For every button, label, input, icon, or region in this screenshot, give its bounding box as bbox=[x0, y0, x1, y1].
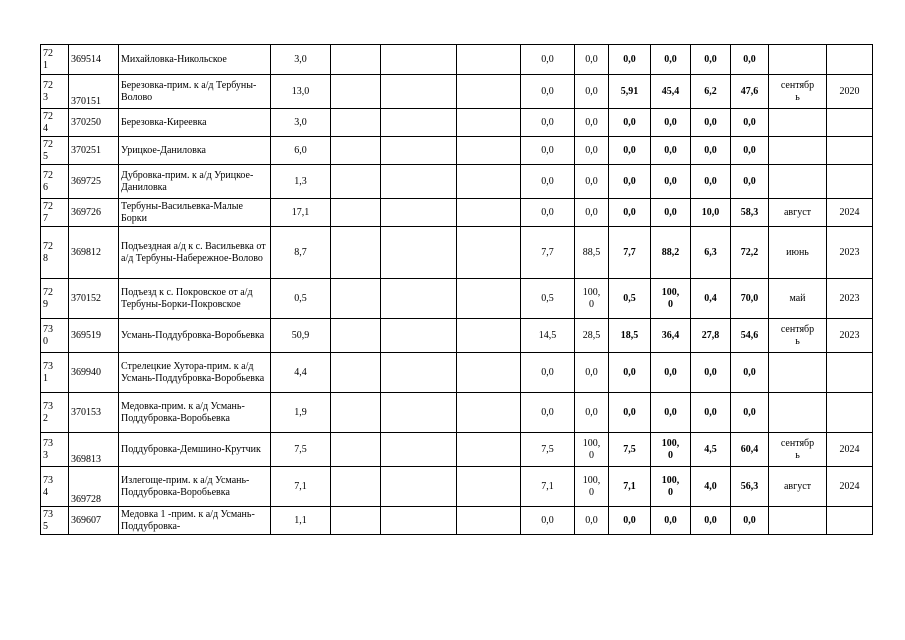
cell-num: 73 5 bbox=[41, 507, 69, 535]
cell-v5: 27,8 bbox=[691, 319, 731, 353]
cell-year bbox=[827, 109, 873, 137]
cell-v6: 0,0 bbox=[731, 507, 769, 535]
table-row bbox=[41, 433, 873, 467]
cell-v2: 88,5 bbox=[575, 227, 609, 279]
cell-v4: 100, 0 bbox=[651, 279, 691, 319]
cell-v6: 72,2 bbox=[731, 227, 769, 279]
cell-c6 bbox=[457, 45, 521, 75]
cell-c5 bbox=[381, 507, 457, 535]
cell-v4: 0,0 bbox=[651, 137, 691, 165]
cell-v4: 0,0 bbox=[651, 393, 691, 433]
cell-c5 bbox=[381, 279, 457, 319]
cell-v6: 0,0 bbox=[731, 137, 769, 165]
cell-month bbox=[769, 165, 827, 199]
cell-v2: 0,0 bbox=[575, 45, 609, 75]
table-row bbox=[41, 393, 873, 433]
cell-v3: 18,5 bbox=[609, 319, 651, 353]
table-row bbox=[41, 319, 873, 353]
cell-month bbox=[769, 507, 827, 535]
cell-num: 72 1 bbox=[41, 45, 69, 75]
cell-c5 bbox=[381, 319, 457, 353]
cell-c6 bbox=[457, 507, 521, 535]
cell-c6 bbox=[457, 75, 521, 109]
table-row bbox=[41, 75, 873, 109]
cell-code: 370251 bbox=[69, 137, 119, 165]
cell-month bbox=[769, 353, 827, 393]
cell-v5: 4,5 bbox=[691, 433, 731, 467]
cell-v4: 0,0 bbox=[651, 109, 691, 137]
cell-v2: 0,0 bbox=[575, 165, 609, 199]
cell-c6 bbox=[457, 165, 521, 199]
cell-num: 72 7 bbox=[41, 199, 69, 227]
cell-name: Урицкое-Даниловка bbox=[119, 137, 271, 165]
table-row bbox=[41, 353, 873, 393]
cell-c5 bbox=[381, 75, 457, 109]
cell-code: 369514 bbox=[69, 45, 119, 75]
cell-v3: 0,5 bbox=[609, 279, 651, 319]
cell-c6 bbox=[457, 279, 521, 319]
cell-v6: 0,0 bbox=[731, 45, 769, 75]
cell-v5: 0,0 bbox=[691, 109, 731, 137]
cell-v4: 45,4 bbox=[651, 75, 691, 109]
cell-name: Подъездная а/д к с. Васильевка от а/д Тербуны-Набережное-Волово bbox=[119, 227, 271, 279]
cell-v3: 7,7 bbox=[609, 227, 651, 279]
cell-name: Медовка 1 -прим. к а/д Усмань-Поддубровка- bbox=[119, 507, 271, 535]
cell-code: 370151 bbox=[69, 75, 119, 109]
cell-c4 bbox=[331, 393, 381, 433]
cell-name: Тербуны-Васильевка-Малые Борки bbox=[119, 199, 271, 227]
cell-c6 bbox=[457, 467, 521, 507]
cell-v6: 0,0 bbox=[731, 393, 769, 433]
cell-v5: 0,4 bbox=[691, 279, 731, 319]
cell-num: 72 5 bbox=[41, 137, 69, 165]
cell-len: 13,0 bbox=[271, 75, 331, 109]
cell-v3: 0,0 bbox=[609, 393, 651, 433]
cell-v6: 54,6 bbox=[731, 319, 769, 353]
cell-code: 370153 bbox=[69, 393, 119, 433]
cell-v1: 0,0 bbox=[521, 75, 575, 109]
cell-len: 50,9 bbox=[271, 319, 331, 353]
cell-month bbox=[769, 137, 827, 165]
cell-v3: 0,0 bbox=[609, 353, 651, 393]
cell-c4 bbox=[331, 165, 381, 199]
cell-code: 369812 bbox=[69, 227, 119, 279]
cell-len: 6,0 bbox=[271, 137, 331, 165]
cell-v3: 7,5 bbox=[609, 433, 651, 467]
cell-year: 2023 bbox=[827, 279, 873, 319]
cell-v1: 0,0 bbox=[521, 109, 575, 137]
cell-c5 bbox=[381, 467, 457, 507]
cell-year bbox=[827, 507, 873, 535]
cell-v6: 47,6 bbox=[731, 75, 769, 109]
cell-c5 bbox=[381, 227, 457, 279]
cell-v3: 0,0 bbox=[609, 165, 651, 199]
cell-v2: 0,0 bbox=[575, 137, 609, 165]
cell-v6: 60,4 bbox=[731, 433, 769, 467]
cell-v5: 4,0 bbox=[691, 467, 731, 507]
cell-v2: 0,0 bbox=[575, 393, 609, 433]
cell-v2: 0,0 bbox=[575, 75, 609, 109]
cell-month: сентябр ь bbox=[769, 75, 827, 109]
cell-code: 369726 bbox=[69, 199, 119, 227]
cell-c6 bbox=[457, 227, 521, 279]
cell-v4: 0,0 bbox=[651, 45, 691, 75]
cell-v4: 0,0 bbox=[651, 353, 691, 393]
cell-month: июнь bbox=[769, 227, 827, 279]
cell-c6 bbox=[457, 353, 521, 393]
cell-num: 72 9 bbox=[41, 279, 69, 319]
cell-num: 72 8 bbox=[41, 227, 69, 279]
cell-code: 369813 bbox=[69, 433, 119, 467]
cell-v4: 0,0 bbox=[651, 507, 691, 535]
cell-v2: 0,0 bbox=[575, 199, 609, 227]
table-row bbox=[41, 165, 873, 199]
cell-month: август bbox=[769, 199, 827, 227]
cell-v3: 0,0 bbox=[609, 507, 651, 535]
cell-year bbox=[827, 137, 873, 165]
cell-v1: 0,0 bbox=[521, 507, 575, 535]
cell-len: 0,5 bbox=[271, 279, 331, 319]
cell-v4: 0,0 bbox=[651, 199, 691, 227]
cell-year: 2024 bbox=[827, 433, 873, 467]
cell-month: сентябр ь bbox=[769, 433, 827, 467]
cell-code: 369725 bbox=[69, 165, 119, 199]
table-row bbox=[41, 227, 873, 279]
cell-c5 bbox=[381, 137, 457, 165]
table-row bbox=[41, 507, 873, 535]
cell-code: 370152 bbox=[69, 279, 119, 319]
cell-year: 2023 bbox=[827, 319, 873, 353]
cell-c4 bbox=[331, 75, 381, 109]
cell-num: 73 4 bbox=[41, 467, 69, 507]
cell-v5: 0,0 bbox=[691, 165, 731, 199]
cell-len: 7,1 bbox=[271, 467, 331, 507]
cell-num: 73 3 bbox=[41, 433, 69, 467]
cell-len: 1,9 bbox=[271, 393, 331, 433]
cell-c4 bbox=[331, 467, 381, 507]
cell-code: 369607 bbox=[69, 507, 119, 535]
cell-c5 bbox=[381, 393, 457, 433]
cell-c4 bbox=[331, 433, 381, 467]
cell-name: Медовка-прим. к а/д Усмань-Поддубровка-Воробьевка bbox=[119, 393, 271, 433]
cell-c5 bbox=[381, 433, 457, 467]
cell-c4 bbox=[331, 279, 381, 319]
cell-month: май bbox=[769, 279, 827, 319]
cell-name: Подъезд к с. Покровское от а/д Тербуны-Борки-Покровское bbox=[119, 279, 271, 319]
cell-c5 bbox=[381, 165, 457, 199]
cell-v4: 0,0 bbox=[651, 165, 691, 199]
cell-month: сентябр ь bbox=[769, 319, 827, 353]
cell-v6: 0,0 bbox=[731, 353, 769, 393]
cell-v4: 100, 0 bbox=[651, 467, 691, 507]
cell-name: Березовка-Киреевка bbox=[119, 109, 271, 137]
cell-c4 bbox=[331, 319, 381, 353]
cell-v1: 0,0 bbox=[521, 393, 575, 433]
roads-table bbox=[40, 44, 873, 535]
cell-len: 17,1 bbox=[271, 199, 331, 227]
cell-v1: 7,1 bbox=[521, 467, 575, 507]
cell-v3: 0,0 bbox=[609, 137, 651, 165]
cell-name: Поддубровка-Демшино-Крутчик bbox=[119, 433, 271, 467]
cell-v3: 0,0 bbox=[609, 109, 651, 137]
cell-num: 72 4 bbox=[41, 109, 69, 137]
table-row bbox=[41, 137, 873, 165]
table-row bbox=[41, 279, 873, 319]
cell-v2: 0,0 bbox=[575, 353, 609, 393]
cell-c4 bbox=[331, 45, 381, 75]
cell-c4 bbox=[331, 137, 381, 165]
cell-code: 369940 bbox=[69, 353, 119, 393]
cell-year bbox=[827, 353, 873, 393]
cell-year: 2024 bbox=[827, 199, 873, 227]
cell-v6: 0,0 bbox=[731, 109, 769, 137]
cell-v1: 7,7 bbox=[521, 227, 575, 279]
cell-v1: 0,5 bbox=[521, 279, 575, 319]
cell-v6: 70,0 bbox=[731, 279, 769, 319]
cell-v5: 6,2 bbox=[691, 75, 731, 109]
cell-v3: 7,1 bbox=[609, 467, 651, 507]
cell-v6: 58,3 bbox=[731, 199, 769, 227]
cell-name: Излегоще-прим. к а/д Усмань-Поддубровка-Воробьевка bbox=[119, 467, 271, 507]
cell-c4 bbox=[331, 109, 381, 137]
cell-v3: 5,91 bbox=[609, 75, 651, 109]
cell-v1: 0,0 bbox=[521, 353, 575, 393]
table-row bbox=[41, 109, 873, 137]
cell-month bbox=[769, 45, 827, 75]
cell-v1: 0,0 bbox=[521, 199, 575, 227]
cell-name: Дубровка-прим. к а/д Урицкое-Даниловка bbox=[119, 165, 271, 199]
table-row bbox=[41, 199, 873, 227]
cell-year: 2020 bbox=[827, 75, 873, 109]
cell-v5: 6,3 bbox=[691, 227, 731, 279]
cell-c4 bbox=[331, 353, 381, 393]
cell-len: 7,5 bbox=[271, 433, 331, 467]
cell-c4 bbox=[331, 507, 381, 535]
cell-year bbox=[827, 45, 873, 75]
cell-v1: 0,0 bbox=[521, 137, 575, 165]
cell-c4 bbox=[331, 227, 381, 279]
cell-year: 2024 bbox=[827, 467, 873, 507]
cell-name: Березовка-прим. к а/д Тербуны-Волово bbox=[119, 75, 271, 109]
cell-year bbox=[827, 165, 873, 199]
cell-v2: 100, 0 bbox=[575, 433, 609, 467]
cell-c6 bbox=[457, 137, 521, 165]
cell-v1: 7,5 bbox=[521, 433, 575, 467]
cell-month bbox=[769, 109, 827, 137]
cell-len: 3,0 bbox=[271, 109, 331, 137]
cell-month: август bbox=[769, 467, 827, 507]
cell-v6: 0,0 bbox=[731, 165, 769, 199]
cell-v2: 28,5 bbox=[575, 319, 609, 353]
cell-v5: 0,0 bbox=[691, 507, 731, 535]
cell-name: Михайловка-Никольское bbox=[119, 45, 271, 75]
cell-num: 73 1 bbox=[41, 353, 69, 393]
cell-v2: 0,0 bbox=[575, 507, 609, 535]
cell-c6 bbox=[457, 393, 521, 433]
cell-v2: 100, 0 bbox=[575, 279, 609, 319]
cell-num: 73 2 bbox=[41, 393, 69, 433]
cell-c4 bbox=[331, 199, 381, 227]
cell-len: 3,0 bbox=[271, 45, 331, 75]
cell-c5 bbox=[381, 199, 457, 227]
cell-code: 369728 bbox=[69, 467, 119, 507]
cell-v4: 88,2 bbox=[651, 227, 691, 279]
cell-v1: 0,0 bbox=[521, 45, 575, 75]
cell-v3: 0,0 bbox=[609, 199, 651, 227]
cell-v3: 0,0 bbox=[609, 45, 651, 75]
cell-month bbox=[769, 393, 827, 433]
cell-len: 1,1 bbox=[271, 507, 331, 535]
cell-code: 369519 bbox=[69, 319, 119, 353]
table-row bbox=[41, 467, 873, 507]
cell-c6 bbox=[457, 319, 521, 353]
cell-v6: 56,3 bbox=[731, 467, 769, 507]
cell-len: 4,4 bbox=[271, 353, 331, 393]
cell-v2: 0,0 bbox=[575, 109, 609, 137]
cell-v5: 0,0 bbox=[691, 45, 731, 75]
cell-len: 1,3 bbox=[271, 165, 331, 199]
cell-v2: 100, 0 bbox=[575, 467, 609, 507]
cell-v5: 10,0 bbox=[691, 199, 731, 227]
cell-c6 bbox=[457, 199, 521, 227]
table-row bbox=[41, 45, 873, 75]
cell-v4: 36,4 bbox=[651, 319, 691, 353]
cell-name: Стрелецкие Хутора-прим. к а/д Усмань-Поддубровка-Воробьевка bbox=[119, 353, 271, 393]
cell-year bbox=[827, 393, 873, 433]
cell-year: 2023 bbox=[827, 227, 873, 279]
cell-c6 bbox=[457, 433, 521, 467]
cell-num: 72 3 bbox=[41, 75, 69, 109]
cell-c5 bbox=[381, 45, 457, 75]
cell-v5: 0,0 bbox=[691, 353, 731, 393]
cell-v1: 14,5 bbox=[521, 319, 575, 353]
cell-code: 370250 bbox=[69, 109, 119, 137]
cell-v5: 0,0 bbox=[691, 393, 731, 433]
cell-v1: 0,0 bbox=[521, 165, 575, 199]
cell-num: 73 0 bbox=[41, 319, 69, 353]
cell-c5 bbox=[381, 353, 457, 393]
cell-num: 72 6 bbox=[41, 165, 69, 199]
cell-len: 8,7 bbox=[271, 227, 331, 279]
cell-c5 bbox=[381, 109, 457, 137]
cell-name: Усмань-Поддубровка-Воробьевка bbox=[119, 319, 271, 353]
cell-c6 bbox=[457, 109, 521, 137]
cell-v4: 100, 0 bbox=[651, 433, 691, 467]
cell-v5: 0,0 bbox=[691, 137, 731, 165]
